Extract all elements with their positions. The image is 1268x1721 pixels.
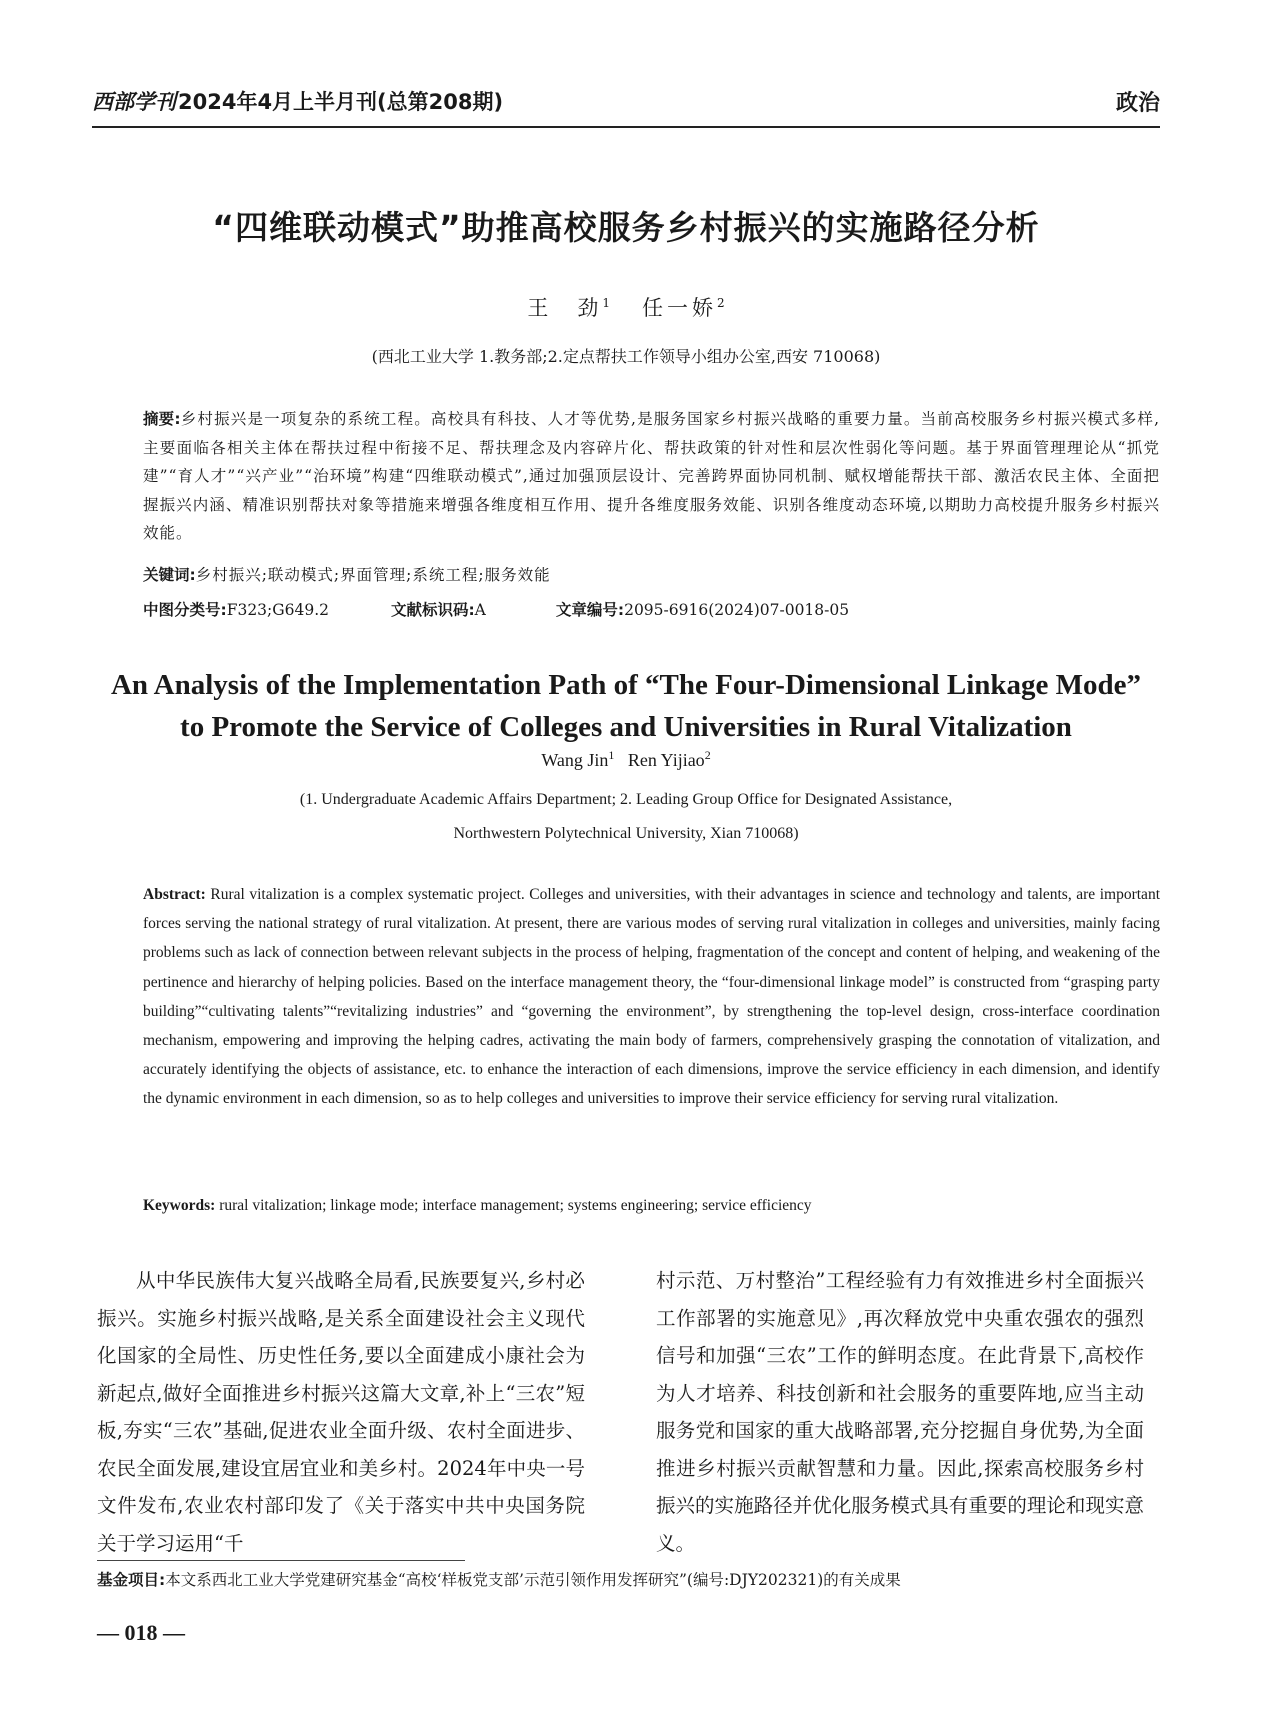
- abstract-cn-text: 乡村振兴是一项复杂的系统工程。高校具有科技、人才等优势,是服务国家乡村振兴战略的重要力量。当前高校服务乡村振兴模式多样,主要面临各相关主体在帮扶过程中衔接不足、帮扶理念及内容碎片化、帮扶政策的针对性和层次性弱化等问题。基于界面管理理论从“抓党建”“育人才”“兴产业”“治环境”构建“四维联动模式”,通过加强顶层设计、完善跨界面协同机制、赋权增能帮扶干部、激活农民主体、全面把握振兴内涵、精准识别帮扶对象等措施来增强各维度相互作用、提升各维度服务效能、识别各维度动态环境,以期助力高校提升服务乡村振兴效能。: [143, 410, 1161, 543]
- author-affil-marker: 1: [608, 748, 615, 762]
- authors-cn: [92, 292, 1160, 322]
- author-name: 王 劲: [527, 296, 603, 320]
- header-journal-issue: [92, 86, 503, 116]
- article-number: [556, 598, 849, 620]
- funding-text: 本文系西北工业大学党建研究基金“高校‘样板党支部’示范引领作用发挥研究”(编号:DJY202321)的有关成果: [165, 1571, 901, 1589]
- author-affil-marker: 2: [704, 748, 711, 762]
- abstract-en-text: Rural vitalization is a complex systematic project. Colleges and universities, with their advantages in science and technology and talents, are important forces serving the national strategy of rural vitalization. At present, there are various modes of serving rural vitalization in colleges and universities, mainly facing problems such as lack of connection between relevant subjects in the process of helping, fragmentation of the concept and content of helping, and weakening of the pertinence and hierarchy of helping policies. Based on the interface management theory, the “four-dimensional linkage model” is constructed from “grasping party building”“cultivating talents”“revitalizing industries” and “governing the environment”, by strengthening the top-level design, cross-interface coordination mechanism, empowering and improving the helping cadres, activating the main body of farmers, comprehensively grasping the connotation of vitalization, and accurately identifying the objects of assistance, etc. to enhance the interaction of each dimensions, improve the service efficiency in each dimension, and identify the dynamic environment in each dimension, so as to help colleges and universities to improve their service efficiency for serving rural vitalization.: [143, 886, 1160, 1108]
- doc-code-label: 文献标识码:: [390, 601, 475, 619]
- running-header: [92, 86, 1160, 128]
- keywords-cn-text: 乡村振兴;联动模式;界面管理;系统工程;服务效能: [195, 566, 551, 584]
- author-name: 任一娇: [642, 296, 718, 320]
- author-name: Wang Jin: [541, 750, 609, 770]
- affiliation-en-line: Northwestern Polytechnical University, Xian 710068): [453, 825, 799, 842]
- body-text-left-column: 从中华民族伟大复兴战略全局看,民族要复兴,乡村必振兴。实施乡村振兴战略,是关系全面建设社会主义现代化国家的全局性、历史性任务,要以全面建成小康社会为新起点,做好全面推进乡村振兴这篇大文章,补上“三农”短板,夯实“三农”基础,促进农业全面升级、农村全面进步、农民全面发展,建设宜居宜业和美乡村。2024年中央一号文件发布,农业农村部印发了《关于落实中共中央国务院关于学习运用“千: [97, 1269, 585, 1555]
- classification-line: [143, 598, 1143, 620]
- issue-info: 2024年4月上半月刊(总第208期): [178, 90, 504, 114]
- article-number-value: 2095-6916(2024)07-0018-05: [624, 601, 850, 619]
- clc-number: [143, 598, 386, 620]
- article-title-cn: “四维联动模式”助推高校服务乡村振兴的实施路径分析: [212, 208, 1040, 247]
- author-affil-marker: 2: [717, 296, 725, 310]
- section-name: 政治: [1115, 91, 1160, 116]
- authors-en: [92, 748, 1160, 771]
- affiliation-cn: (西北工业大学 1.教务部;2.定点帮扶工作领导小组办公室,西安 710068): [371, 347, 881, 366]
- affiliation-en: [92, 783, 1160, 851]
- title-en-line: to Promote the Service of Colleges and Universities in Rural Vitalization: [180, 711, 1072, 743]
- article-title-en: [92, 664, 1160, 748]
- doc-code-value: A: [474, 601, 486, 619]
- keywords-en: [143, 1197, 1160, 1215]
- keywords-cn-label: 关键词:: [143, 566, 196, 584]
- body-text-right-column: 村示范、万村整治”工程经验有力有效推进乡村全面振兴工作部署的实施意见》,再次释放党中央重农强农的强烈信号和加强“三农”工作的鲜明态度。在此背景下,高校作为人才培养、科技创新和社会服务的重要阵地,应当主动服务党和国家的重大战略部署,充分挖掘自身优势,为全面推进乡村振兴贡献智慧和力量。因此,探索高校服务乡村振兴的实施路径并优化服务模式具有重要的理论和现实意义。: [656, 1269, 1144, 1555]
- abstract-en-label: Abstract:: [143, 886, 206, 903]
- footnote-divider: [97, 1560, 465, 1561]
- abstract-cn: [143, 405, 1160, 548]
- journal-logo: 西部学刊: [92, 90, 176, 114]
- keywords-cn: [143, 563, 1160, 585]
- author-name: Ren Yijiao: [627, 750, 705, 770]
- document-code: [391, 598, 551, 620]
- title-en-line: An Analysis of the Implementation Path of “The Four-Dimensional Linkage Mode”: [110, 669, 1142, 701]
- abstract-cn-label: 摘要:: [143, 410, 181, 428]
- keywords-en-text: rural vitalization; linkage mode; interface management; systems engineering; service efficiency: [219, 1197, 812, 1214]
- keywords-en-label: Keywords:: [143, 1197, 216, 1214]
- page-number: — 018 —: [97, 1620, 185, 1645]
- clc-value: F323;G649.2: [226, 601, 330, 619]
- article-number-label: 文章编号:: [555, 601, 625, 619]
- funding-footnote: [97, 1568, 1160, 1590]
- abstract-en: [143, 880, 1160, 1114]
- affiliation-en-line: (1. Undergraduate Academic Affairs Department; 2. Leading Group Office for Designated Assistance,: [299, 791, 953, 808]
- clc-label: 中图分类号:: [143, 601, 227, 619]
- author-affil-marker: 1: [602, 296, 610, 310]
- funding-label: 基金项目:: [97, 1571, 166, 1589]
